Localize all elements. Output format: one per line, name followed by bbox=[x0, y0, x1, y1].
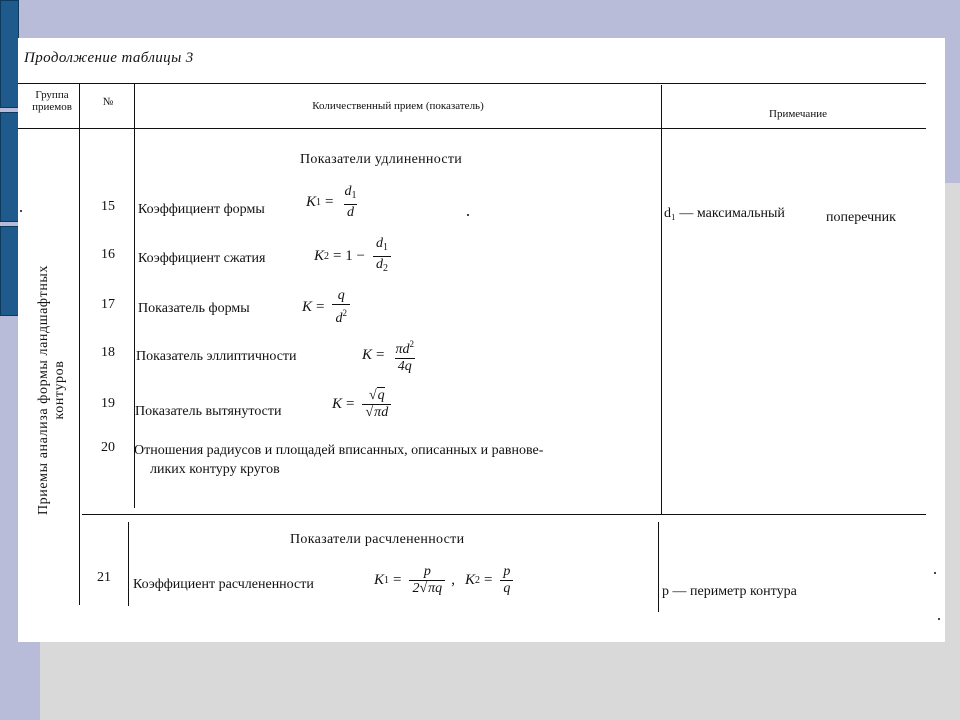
header-note: Примечание bbox=[769, 108, 827, 120]
row-label: Коэффициент сжатия bbox=[138, 251, 266, 266]
row-label: Показатель формы bbox=[138, 301, 250, 316]
row-note: d₁ — максимальный bbox=[664, 206, 785, 221]
header-number: № bbox=[102, 96, 114, 108]
group-column-rule bbox=[79, 83, 80, 605]
formula-k1-shape: K 1 = $\frac{d_1}{d}$ bbox=[306, 184, 357, 220]
header-group: Группа приемов bbox=[32, 89, 72, 113]
row-note: p — периметр контура bbox=[662, 584, 797, 599]
formula-k-elongation: K = $\frac{√q}{√\pi d}$ bbox=[332, 388, 395, 421]
formula-k2-compression: K 2 = 1 − $\frac{d_1}{d_2}$ bbox=[314, 236, 395, 277]
row-label: Показатель эллиптичности bbox=[136, 349, 297, 364]
row-label-continued: ликих контуру кругов bbox=[150, 462, 280, 477]
formula-k-shape: K = $\frac{q}{d^2}$ bbox=[302, 288, 354, 327]
row-number: 19 bbox=[101, 396, 115, 411]
scan-speck bbox=[467, 214, 469, 216]
row-label: Коэффициент расчлененности bbox=[133, 577, 314, 592]
slide-bottom-area bbox=[40, 642, 960, 720]
row-number: 20 bbox=[101, 440, 115, 455]
scan-speck bbox=[938, 618, 940, 620]
slide-accent-bar bbox=[0, 226, 19, 316]
slide-right-band bbox=[944, 38, 960, 183]
continuation-caption: Продолжение таблицы 3 bbox=[24, 50, 194, 66]
note-column-rule bbox=[658, 522, 659, 612]
row-number: 15 bbox=[101, 199, 115, 214]
group-label-vertical: Приемы анализа формы ландшафтных контуров bbox=[36, 264, 67, 516]
row-note-continued: поперечник bbox=[826, 210, 896, 225]
header-bottom-rule bbox=[18, 128, 926, 129]
scan-speck bbox=[20, 210, 22, 212]
table-top-rule bbox=[18, 83, 926, 84]
slide-accent-bar bbox=[0, 112, 19, 222]
note-column-rule bbox=[661, 85, 662, 515]
number-column-rule bbox=[128, 522, 129, 606]
section-divider-rule bbox=[82, 514, 926, 515]
formula-k-ellipticity: K = $\frac{\pi d^2}{4q}$ bbox=[362, 339, 414, 374]
row-number: 17 bbox=[101, 297, 115, 312]
row-number: 16 bbox=[101, 247, 115, 262]
row-label: Показатель вытянутости bbox=[135, 404, 282, 419]
slide-accent-bar bbox=[0, 0, 19, 108]
row-number: 18 bbox=[101, 345, 115, 360]
scanned-table-page bbox=[18, 38, 945, 642]
scan-speck bbox=[934, 572, 936, 574]
formula-k1-k2-dissection: K 1 = $\frac{p}{2√\pi q}$ , K 2 = $\frac{p}{q}$ bbox=[374, 564, 517, 597]
section-title: Показатели удлиненности bbox=[300, 152, 463, 167]
row-label: Отношения радиусов и площадей вписанных, описанных и равнове- bbox=[134, 443, 544, 458]
header-method: Количественный прием (показатель) bbox=[312, 100, 484, 112]
row-number: 21 bbox=[97, 570, 111, 585]
slide-top-band bbox=[0, 0, 960, 38]
section-title: Показатели расчлененности bbox=[290, 532, 465, 547]
row-label: Коэффициент формы bbox=[138, 202, 265, 217]
